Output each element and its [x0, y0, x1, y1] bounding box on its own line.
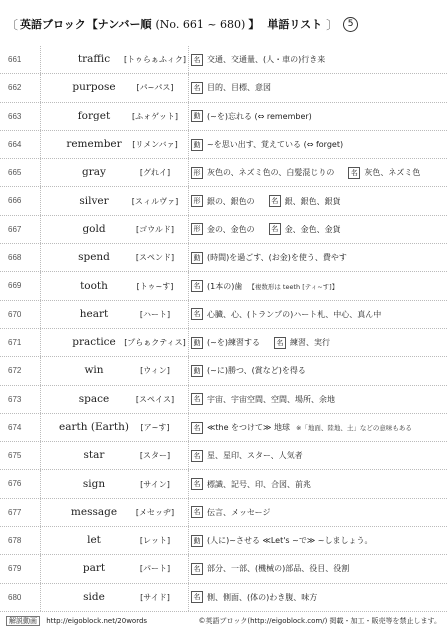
word-table [0, 46, 447, 612]
part-of-speech-tag: 名 [269, 223, 281, 235]
entry-number: 671 [8, 337, 22, 347]
table-row [0, 527, 447, 555]
page-footer [6, 616, 441, 628]
meaning-text: 宇宙、宇宙空間、空間、場所、余地 [207, 394, 335, 404]
number-range: (No. 661 ~ 680) [155, 17, 246, 31]
entry-number: 663 [8, 111, 22, 121]
part-of-speech-tag: 名 [191, 280, 203, 292]
pronunciation: [トゥらぁふィク] [123, 55, 187, 65]
english-word: win [84, 364, 104, 377]
part-of-speech-tag: 名 [191, 308, 203, 320]
meanings [191, 555, 349, 582]
meanings [191, 499, 271, 526]
meanings [191, 272, 338, 299]
english-word: practice [72, 336, 116, 349]
pronunciation: [レット] [139, 536, 171, 546]
column-divider [40, 499, 41, 526]
entry-number: 672 [8, 366, 22, 376]
entry-number: 665 [8, 168, 22, 178]
entry-number: 677 [8, 507, 22, 517]
table-row [0, 386, 447, 414]
entry-number: 680 [8, 592, 22, 602]
entry-number: 678 [8, 536, 22, 546]
meaning-text: 灰色、ネズミ色 [364, 168, 421, 178]
english-word: silver [79, 194, 109, 207]
footer-left [6, 616, 147, 626]
meanings [191, 46, 325, 73]
meanings [191, 301, 381, 328]
meaning-text: 交通、交通量、(人・車の)行き来 [207, 55, 326, 65]
part-of-speech-tag: 名 [191, 54, 203, 66]
meaning-text: 標識、記号、印、合図、前兆 [207, 479, 311, 489]
pronunciation: [ゴウルド] [135, 224, 174, 234]
english-word: heart [79, 307, 109, 320]
entry-number: 679 [8, 564, 22, 574]
column-divider [40, 357, 41, 384]
meaning-text: 金、金色、金貨 [284, 224, 341, 234]
entry-number: 667 [8, 224, 22, 234]
meanings [191, 386, 335, 413]
column-divider [40, 131, 41, 158]
meaning-text: (~を)忘れる (⇔ remember) [207, 111, 312, 121]
entry-number: 664 [8, 139, 22, 149]
table-row [0, 555, 447, 583]
table-row [0, 470, 447, 498]
part-of-speech-tag: 名 [191, 450, 203, 462]
column-divider [40, 301, 41, 328]
entry-number: 661 [8, 55, 22, 64]
column-divider [40, 216, 41, 243]
meaning-text: 灰色の、ネズミ色の、白髪混じりの [207, 168, 335, 178]
meanings [191, 329, 330, 356]
brand-title: 英語ブロック [20, 18, 86, 31]
part-of-speech-tag: 動 [191, 110, 203, 122]
copyright-text: ©英語ブロック(http://eigoblock.com/) 掲載・加工・販売等を禁止します。 [198, 617, 441, 625]
column-divider [40, 74, 41, 101]
entry-number: 675 [8, 451, 22, 461]
column-divider [40, 329, 41, 356]
part-of-speech-tag: 名 [191, 506, 203, 518]
pronunciation: [サイド] [140, 592, 170, 602]
pronunciation: [スター] [139, 451, 171, 461]
meaning-text: 銀、銀色、銀貨 [284, 196, 341, 206]
part-of-speech-tag: 名 [191, 563, 203, 575]
table-row [0, 357, 447, 385]
meaning-text: 目的、目標、意図 [207, 83, 271, 93]
part-of-speech-tag: 形 [191, 195, 203, 207]
meaning-text: 部分、一部、(機械の)部品、役目、役割 [207, 564, 350, 574]
entry-number: 670 [8, 309, 22, 319]
list-label: 単語リスト [267, 18, 323, 31]
part-of-speech-tag: 動 [191, 139, 203, 151]
english-word: part [82, 562, 106, 575]
meaning-text: 銀の、銀色の [207, 196, 255, 206]
meaning-text: 練習、実行 [289, 338, 330, 348]
pronunciation: [スペンド] [135, 253, 175, 263]
meaning-text: (時間)を過ごす、(お金)を使う、費やす [207, 253, 347, 263]
meaning-text: (1本の)歯 [207, 281, 243, 291]
pronunciation: [スィルヴァ] [131, 196, 179, 206]
table-row [0, 131, 447, 159]
pronunciation: [ウィン] [140, 366, 170, 376]
pronunciation: [ア~す] [140, 423, 170, 432]
meanings [191, 527, 372, 554]
part-of-speech-tag: 名 [191, 591, 203, 603]
english-word: purpose [72, 81, 116, 94]
entry-number: 669 [8, 281, 22, 291]
meanings [191, 244, 347, 271]
pronunciation: [パ~パス] [136, 83, 174, 93]
column-divider [40, 244, 41, 271]
bracket-right-icon: 〕 [326, 17, 339, 32]
part-of-speech-tag: 形 [191, 223, 203, 235]
english-word: let [87, 534, 101, 547]
pronunciation: [スペイス] [135, 394, 175, 404]
entry-number: 676 [8, 479, 22, 489]
table-row [0, 46, 447, 74]
meaning-text: 金の、金色の [207, 224, 255, 234]
meanings [191, 187, 341, 214]
english-word: gray [82, 166, 106, 179]
column-divider [40, 584, 41, 611]
column-divider [40, 414, 41, 441]
table-row [0, 584, 447, 612]
bracket-left-icon: 〔 [6, 17, 19, 32]
header-close-bracket: 】 [248, 18, 260, 31]
english-word: side [83, 590, 105, 603]
meaning-text: ~を思い出す、覚えている (⇔ forget) [207, 140, 344, 150]
pronunciation: [ハート] [139, 309, 171, 319]
meaning-text: (~に)勝つ、(賞など)を得る [207, 366, 306, 376]
pronunciation: [メセッヂ] [135, 507, 175, 517]
entry-number: 674 [8, 422, 22, 432]
entry-number: 666 [8, 196, 22, 206]
meaning-text: ≪the をつけて≫ 地球 [207, 423, 290, 432]
meaning-text: 伝言、メッセージ [207, 507, 271, 517]
pronunciation: [リメンバァ] [132, 140, 178, 150]
part-of-speech-tag: 名 [269, 195, 281, 207]
part-of-speech-tag: 動 [191, 365, 203, 377]
table-row [0, 216, 447, 244]
meaning-text: (~を)練習する [207, 338, 260, 348]
entry-number: 673 [8, 394, 22, 404]
table-row [0, 329, 447, 357]
column-divider [40, 187, 41, 214]
column-divider [40, 470, 41, 497]
part-of-speech-tag: 動 [191, 252, 203, 264]
pronunciation: [グれイ] [139, 168, 171, 178]
video-label: 解説動画 [6, 616, 40, 626]
table-row [0, 301, 447, 329]
column-divider [40, 272, 41, 299]
column-divider [40, 386, 41, 413]
meanings [191, 357, 306, 384]
video-link[interactable]: http://eigoblock.net/20words [46, 617, 148, 625]
meaning-text: 側、側面、(体の)わき腹、味方 [207, 592, 318, 602]
part-of-speech-tag: 名 [191, 82, 203, 94]
meanings [191, 216, 341, 243]
pronunciation: [ふォゲット] [132, 111, 178, 121]
english-word: forget [77, 109, 111, 122]
english-word: message [70, 505, 118, 518]
english-word: gold [82, 222, 106, 235]
column-divider [40, 527, 41, 554]
meanings [191, 103, 312, 130]
meanings [191, 414, 412, 441]
english-word: earth (Earth) [59, 421, 129, 433]
english-word: remember [66, 138, 122, 151]
pronunciation: [トゥ~す] [136, 281, 174, 291]
english-word: spend [78, 251, 110, 264]
part-of-speech-tag: 動 [191, 337, 203, 349]
column-divider [40, 103, 41, 130]
usage-note: ※「地面、陸地、土」などの意味もある [295, 424, 412, 432]
column-divider [40, 159, 41, 186]
table-row [0, 74, 447, 102]
header-subtitle: 【ナンバー順 [86, 18, 152, 31]
pronunciation: [サイン] [140, 479, 170, 489]
english-word: tooth [80, 279, 108, 292]
meanings [191, 159, 420, 186]
column-divider [40, 555, 41, 582]
table-row [0, 159, 447, 187]
english-word: sign [82, 477, 106, 490]
table-row [0, 244, 447, 272]
table-row [0, 187, 447, 215]
table-row [0, 499, 447, 527]
pronunciation: [プらぁクティス] [124, 338, 186, 348]
part-of-speech-tag: 名 [191, 393, 203, 405]
table-row [0, 103, 447, 131]
table-row [0, 442, 447, 470]
part-of-speech-tag: 形 [191, 167, 203, 179]
meaning-text: (人に)~させる ≪Let's ~で≫ ~しましょう。 [207, 536, 373, 546]
table-row [0, 414, 447, 442]
part-of-speech-tag: 名 [191, 422, 203, 434]
part-of-speech-tag: 名 [348, 167, 360, 179]
column-divider [40, 442, 41, 469]
part-of-speech-tag: 名 [274, 337, 286, 349]
meanings [191, 74, 271, 101]
meanings [191, 584, 317, 611]
meanings [191, 131, 343, 158]
english-word: star [83, 449, 105, 462]
meanings [191, 442, 303, 469]
column-divider [40, 46, 41, 73]
part-of-speech-tag: 名 [191, 478, 203, 490]
usage-note: 【複数形は teeth [ティ~す]】 [248, 282, 339, 291]
part-of-speech-tag: 動 [191, 535, 203, 547]
page-number-badge: 5 [343, 17, 358, 32]
pronunciation: [パート] [139, 564, 171, 574]
english-word: space [78, 392, 110, 405]
english-word: traffic [77, 53, 111, 66]
entry-number: 668 [8, 253, 22, 263]
meaning-text: 星、星印、スター、人気者 [207, 451, 303, 461]
page-header [6, 14, 441, 34]
table-row [0, 272, 447, 300]
meanings [191, 470, 311, 497]
entry-number: 662 [8, 83, 22, 93]
meaning-text: 心臓、心、(トランプの)ハート札、中心、真ん中 [207, 309, 382, 319]
